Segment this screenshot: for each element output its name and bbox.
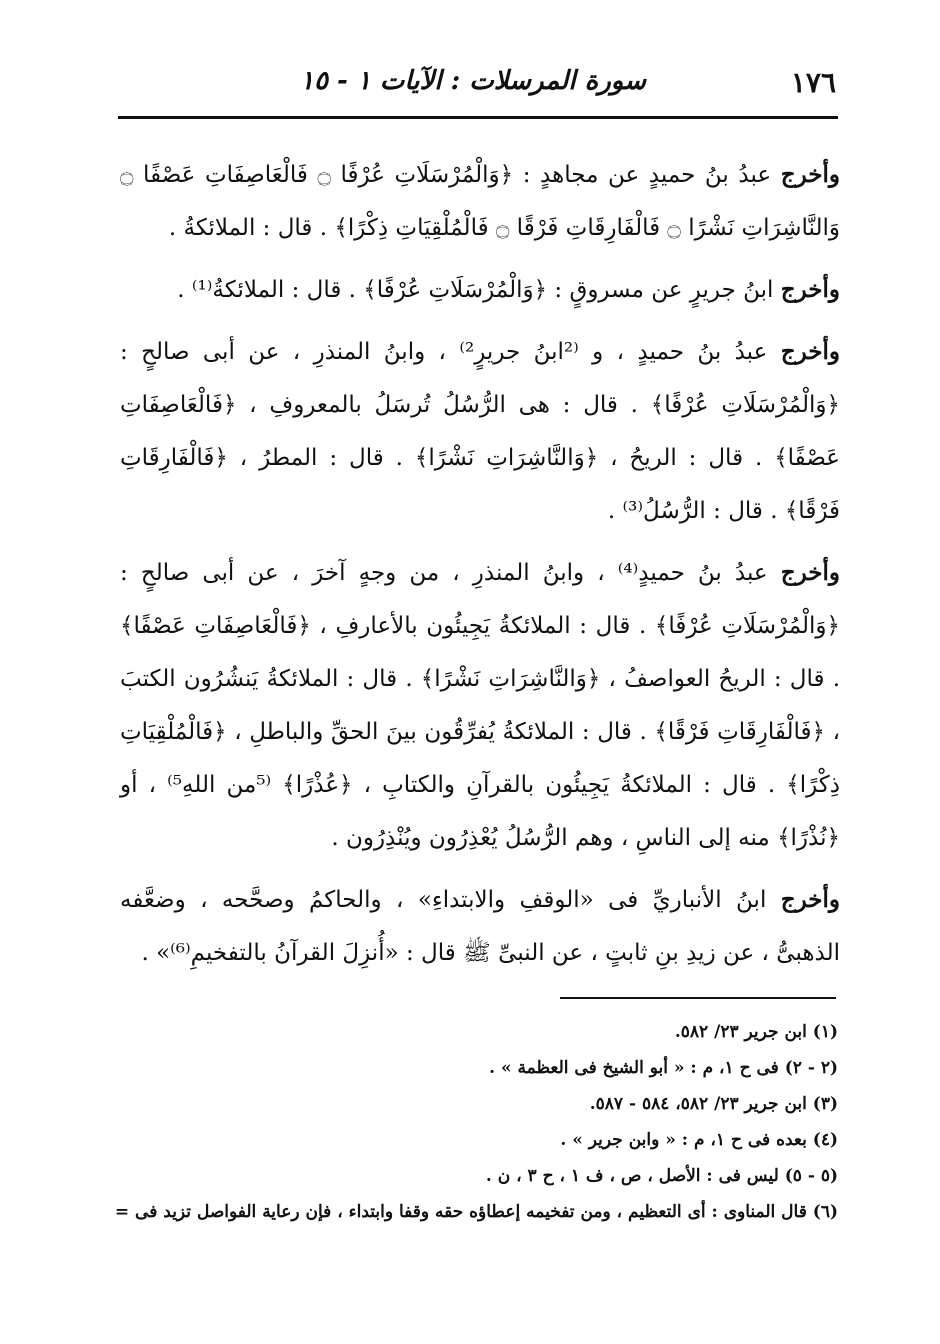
paragraph-4 [120,546,840,865]
paragraph-1 [120,148,840,255]
footnote-2: (٢ - ٢) فى ح ١، م : « أبو الشيخ فى العظمة » . [489,1058,838,1078]
paragraph-text: ابنُ جريرٍ عن مسروقٍ : ﴿وَالْمُرْسَلَاتِ عُرْفًا﴾ . قال : الملائكةُ⁽¹⁾ . [177,277,774,303]
paragraph-lead: وأخرج [780,276,840,303]
main-text [120,148,840,988]
paragraph-lead: وأخرج [780,559,840,586]
header-rule [118,116,838,119]
page-header [110,66,836,106]
footnote-1: (١) ابن جرير ٢٣/ ٥٨٢. [674,1022,838,1042]
paragraph-5 [120,873,840,980]
footnote-6: (٦) قال المناوى : أى التعظيم ، ومن تفخيمه إعطاؤه حقه وقفا وابتداء ، فإن رعاية الفواصل تزيد فى = [114,1202,838,1222]
paragraph-2 [120,263,840,317]
footnote-4: (٤) بعده فى ح ١، م : « وابن جرير » . [560,1130,838,1150]
paragraph-text: ابنُ الأنباريِّ فى «الوقفِ والابتداءِ» ، والحاكمُ وصحَّحه ، وضعَّفه الذهبىُّ ، عن زيدِ بنِ ثابتٍ ، عن النبىِّ ﷺ قال : «أُنزِلَ القرآنُ بالتفخيمِ⁽⁶⁾» . [120,887,840,966]
footnote-3: (٣) ابن جرير ٢٣/ ٥٨٢، ٥٨٤ - ٥٨٧. [589,1094,838,1114]
page-number: ١٧٦ [790,66,836,99]
footnotes [112,1014,838,1230]
paragraph-text: عبدُ بنُ حميدٍ ، و ⁽²ابنُ جريرٍ²⁾ ، وابنُ المنذرِ ، عن أبى صالحٍ : ﴿وَالْمُرْسَلَاتِ عُرْفًا﴾ . قال : هى الرُّسُلُ تُرسَلُ بالمعروفِ ، ﴿فَالْعَاصِفَاتِ عَصْفًا﴾ . قال : الريحُ ، ﴿وَالنَّاشِرَاتِ نَشْرًا﴾ . قال : المطرُ ، ﴿فَالْفَارِقَاتِ فَرْقًا﴾ . قال : الرُّسُلُ⁽³⁾ . [120,339,840,524]
paragraph-lead: وأخرج [780,338,840,365]
paragraph-lead: وأخرج [780,161,840,188]
paragraph-text: عبدُ بنُ حميدٍ⁽⁴⁾ ، وابنُ المنذرِ ، من وجهٍ آخرَ ، عن أبى صالحٍ : ﴿وَالْمُرْسَلَاتِ عُرْفًا﴾ . قال : الملائكةُ يَجِيئُون بالأعارفِ ، ﴿فَالْعَاصِفَاتِ عَصْفًا﴾ . قال : الريحُ العواصفُ ، ﴿وَالنَّاشِرَاتِ نَشْرًا﴾ . قال : الملائكةُ يَنشُرُون الكتبَ ، ﴿فَالْفَارِقَاتِ فَرْقًا﴾ . قال : الملائكةُ يُفرِّقُون بينَ الحقِّ والباطلِ ، ﴿فَالْمُلْقِيَاتِ ذِكْرًا﴾ . قال : الملائكةُ يَجِيئُون بالقرآنِ والكتابِ ، ﴿عُذْرًا﴾ ⁽⁵من اللهِ⁵⁾ ، أو ﴿نُذْرًا﴾ منه إلى الناسِ ، وهم الرُّسُلُ يُعْذِرُون ويُنْذِرُون . [120,560,840,851]
paragraph-3 [120,325,840,538]
footnote-rule [560,997,836,999]
paragraph-lead: وأخرج [780,886,841,913]
footnote-5: (٥ - ٥) ليس فى : الأصل ، ص ، ف ١ ، ح ٣ ، ن . [485,1166,838,1186]
running-title: سورة المرسلات : الآيات ١ - ١٥ [300,66,646,96]
paragraph-text: عبدُ بنُ حميدٍ عن مجاهدٍ : ﴿وَالْمُرْسَلَاتِ عُرْفًا ۝ فَالْعَاصِفَاتِ عَصْفًا ۝ وَالنَّاشِرَاتِ نَشْرًا ۝ فَالْفَارِقَاتِ فَرْقًا ۝ فَالْمُلْقِيَاتِ ذِكْرًا﴾ . قال : الملائكةُ . [120,162,840,241]
